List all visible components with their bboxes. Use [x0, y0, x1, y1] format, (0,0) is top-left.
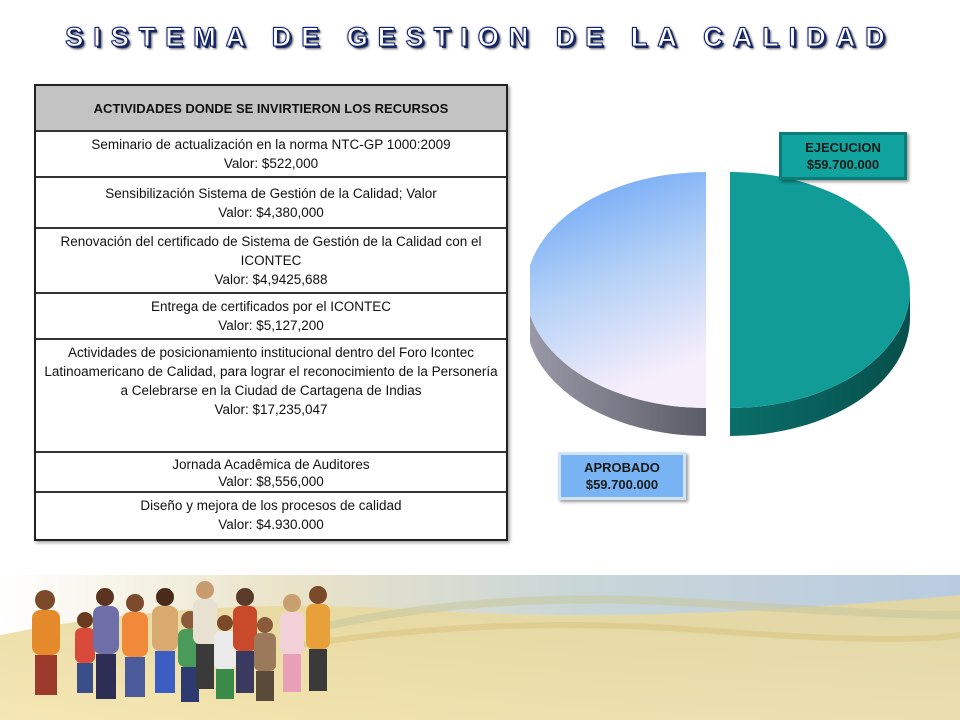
row-description: Seminario de actualización en la norma NTC-GP 1000:2009 — [91, 137, 451, 152]
table-row — [36, 178, 506, 229]
aprobado-label — [558, 452, 686, 500]
row-value: Valor: $8,556,000 — [218, 474, 324, 489]
row-description: Entrega de certificados por el ICONTEC — [150, 299, 392, 314]
row-description: Diseño y mejora de los procesos de calidad — [140, 498, 402, 513]
row-description: Jornada Acadêmica de Auditores — [172, 457, 370, 472]
slice-label: APROBADO — [584, 460, 660, 475]
row-value: Valor: $522,000 — [223, 156, 319, 171]
slice-value: $59.700.000 — [806, 157, 880, 172]
table-row — [36, 340, 506, 453]
table-row — [36, 294, 506, 340]
row-description: Actividades de posicionamiento institucional dentro del Foro Icontec Latinoamericano de Calidad, para lograr el reconocimiento de la Personería a Celebrarse en la Ciudad de Cartagena de Indias — [44, 345, 498, 398]
row-value: Valor: $4.930.000 — [218, 517, 324, 532]
row-value: Valor: $4,9425,688 — [214, 272, 328, 287]
table-row — [36, 132, 506, 178]
row-value: Valor: $5,127,200 — [218, 318, 324, 333]
people-banner-image — [0, 575, 960, 720]
pie-slices — [530, 172, 910, 436]
table-header: ACTIVIDADES DONDE SE INVIRTIERON LOS RECURSOS — [36, 86, 506, 132]
slice-label: EJECUCION — [805, 140, 881, 155]
ejecucion-label — [779, 132, 907, 180]
row-description: Renovación del certificado de Sistema de Gestión de la Calidad con el ICONTEC — [60, 234, 482, 268]
table-row — [36, 493, 506, 539]
row-description: Sensibilización Sistema de Gestión de la Calidad; Valor — [105, 185, 437, 201]
page-title: SISTEMA DE GESTION DE LA CALIDAD — [65, 22, 895, 52]
table-row — [36, 229, 506, 294]
row-value: Valor: $17,235,047 — [214, 402, 328, 417]
pie-chart — [530, 160, 930, 470]
activities-table — [34, 84, 508, 541]
table-row — [36, 453, 506, 493]
slice-value: $59.700.000 — [585, 477, 659, 492]
row-value: Valor: $4,380,000 — [218, 204, 324, 220]
